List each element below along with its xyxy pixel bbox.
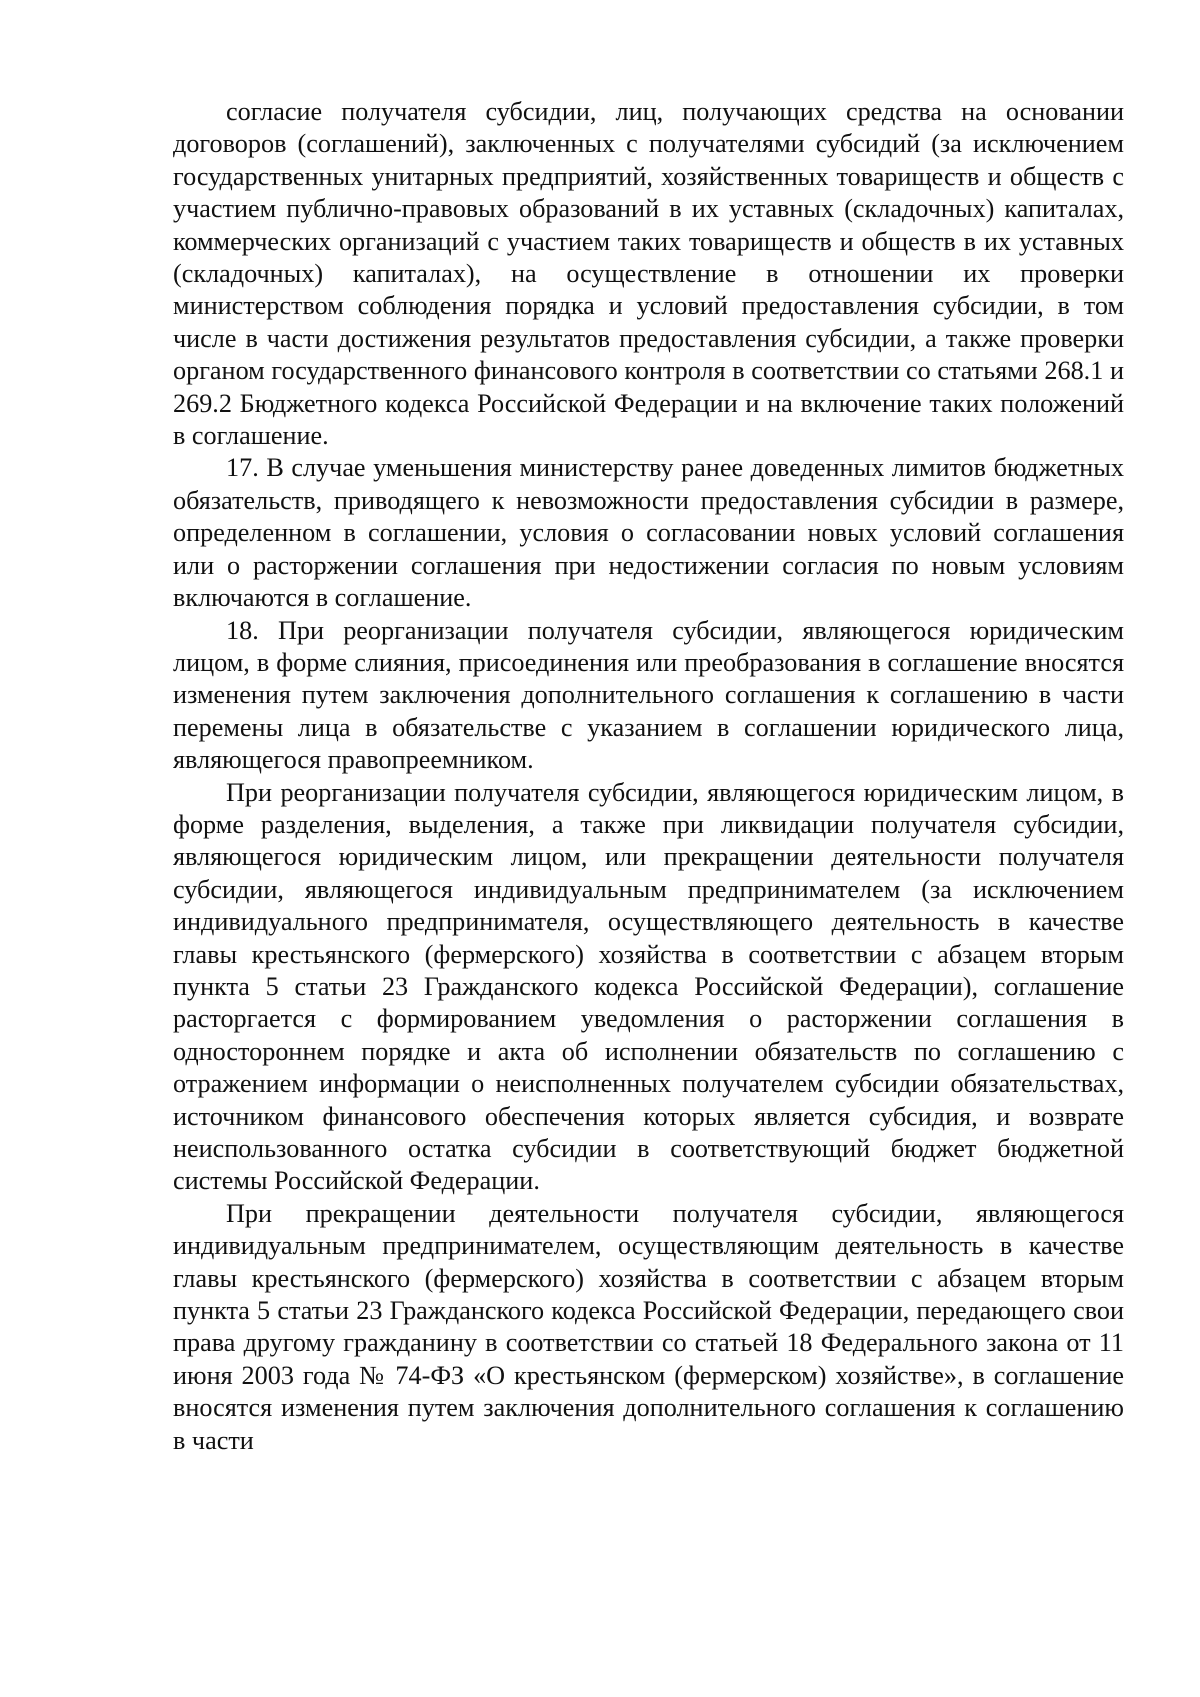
paragraph-item-18: 18. При реорганизации получателя субсидии, являющегося юридическим лицом, в форме слияния, присоединения или преобразования в соглашение вносятся изменения путем заключения дополнительного соглашения к соглашению в части перемены лица в обязательстве с указанием в соглашении юридического лица, являющегося правопреемником. (173, 615, 1124, 775)
paragraph-reorganization-separation: При реорганизации получателя субсидии, являющегося юридическим лицом, в форме разделения, выделения, а также при ликвидации получателя субсидии, являющегося юридическим лицом, или прекращении деятельности получателя субсидии, являющегося индивидуальным предпринимателем (за исключением индивидуального предпринимателя, осуществляющего деятельность в качестве главы крестьянского (фермерского) хозяйства в соответствии с абзацем вторым пункта 5 статьи 23 Гражданского кодекса Российской Федерации), соглашение расторгается с формированием уведомления о расторжении соглашения в одностороннем порядке и акта об исполнении обязательств по соглашению с отражением информации о неисполненных получателем субсидии обязательствах, источником финансового обеспечения которых является субсидия, и возврате неиспользованного остатка субсидии в соответствующий бюджет бюджетной системы Российской Федерации. (173, 777, 1124, 1196)
paragraph-consent-continuation: согласие получателя субсидии, лиц, получающих средства на основании договоров (соглашений), заключенных с получателями субсидий (за исключением государственных унитарных предприятий, хозяйственных товариществ и обществ с участием публично-правовых образований в их уставных (складочных) капиталах, коммерческих организаций с участием таких товариществ и обществ в их уставных (складочных) капиталах), на осуществление в отношении их проверки министерством соблюдения порядка и условий предоставления субсидии, в том числе в части достижения результатов предоставления субсидии, а также проверки органом государственного финансового контроля в соответствии со статьями 268.1 и 269.2 Бюджетного кодекса Российской Федерации и на включение таких положений в соглашение. (173, 97, 1124, 451)
paragraph-item-17: 17. В случае уменьшения министерству ранее доведенных лимитов бюджетных обязательств, приводящего к невозможности предоставления субсидии в размере, определенном в соглашении, условия о согласовании новых условий соглашения или о расторжении соглашения при недостижении согласия по новым условиям включаются в соглашение. (173, 453, 1124, 613)
document-body (173, 96, 1124, 1457)
paragraph-farm-termination: При прекращении деятельности получателя субсидии, являющегося индивидуальным предпринимателем, осуществляющим деятельность в качестве главы крестьянского (фермерского) хозяйства в соответствии с абзацем вторым пункта 5 статьи 23 Гражданского кодекса Российской Федерации, передающего свои права другому гражданину в соответствии со статьей 18 Федерального закона от 11 июня 2003 года № 74-ФЗ «О крестьянском (фермерском) хозяйстве», в соглашение вносятся изменения путем заключения дополнительного соглашения к соглашению в части (173, 1198, 1124, 1455)
